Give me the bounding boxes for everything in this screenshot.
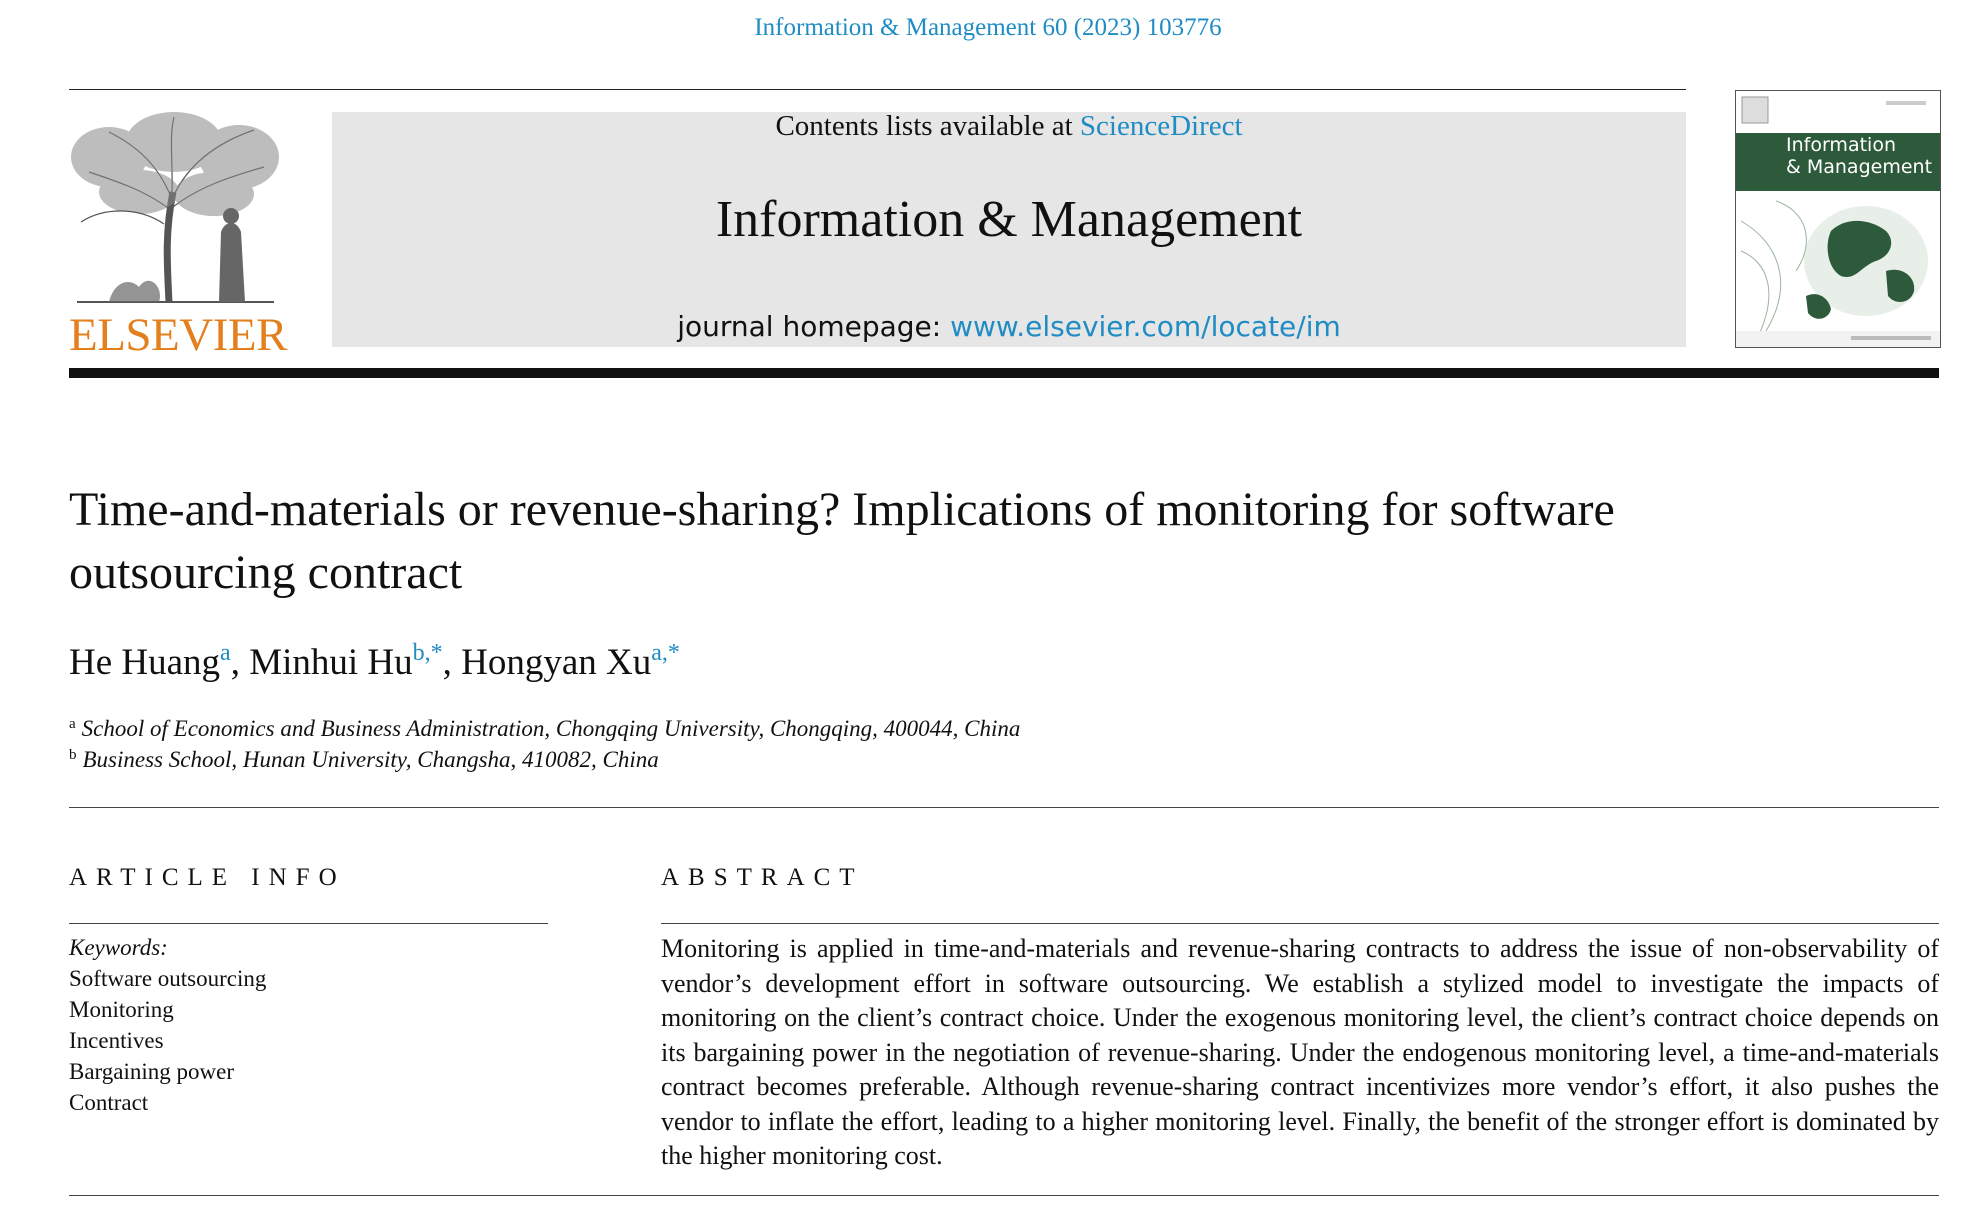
- author-name[interactable]: Minhui Hu: [249, 642, 413, 683]
- affiliation-label: a: [69, 716, 76, 732]
- abstract-rule: [661, 923, 1939, 924]
- keyword-item: Incentives: [69, 1028, 164, 1053]
- homepage-prefix: journal homepage:: [677, 310, 951, 343]
- article-title: Time-and-materials or revenue-sharing? Implications of monitoring for software outsourcing contract: [69, 483, 1615, 599]
- keyword-item: Bargaining power: [69, 1059, 235, 1084]
- article-info-rule: [69, 923, 548, 924]
- contents-line: [332, 110, 1686, 143]
- journal-title: Information & Management: [715, 191, 1303, 248]
- cover-title-line1: Information: [1786, 134, 1896, 156]
- journal-cover-thumbnail[interactable]: [1735, 90, 1941, 348]
- bottom-rule: [69, 1195, 1939, 1196]
- author-separator: ,: [230, 642, 250, 683]
- cover-title-line2: & Management: [1786, 156, 1933, 178]
- keywords-label: Keywords:: [69, 935, 168, 960]
- section-divider: [69, 807, 1939, 808]
- article-info-heading: ARTICLE INFO: [69, 864, 346, 891]
- keywords-list: [69, 932, 266, 1118]
- author-list: [69, 640, 680, 684]
- author-separator: ,: [442, 642, 462, 683]
- keyword-item: Contract: [69, 1090, 149, 1115]
- journal-homepage-link[interactable]: www.elsevier.com/locate/im: [950, 310, 1341, 343]
- homepage-line: [332, 310, 1686, 343]
- header-top-rule: [69, 89, 1686, 90]
- abstract-text: Monitoring is applied in time-and-materials and revenue-sharing contracts to address the issue of non-observability of vendor’s development effort in software outsourcing. We establish a stylized model to investigate the impacts of monitoring on the client’s contract choice. Under the exogenous monitoring level, the client’s contract choice depends on its bargaining power in the negotiation of revenue-sharing. Under the endogenous monitoring level, a time-and-materials contract becomes preferable. Although revenue-sharing contract incentivizes more vendor’s effort, it also pushes the vendor to inflate the effort, leading to a higher monitoring level. Finally, the benefit of the stronger effort is dominated by the higher monitoring cost.: [661, 934, 1939, 1170]
- affiliation-b: [69, 747, 659, 773]
- affiliation-text: School of Economics and Business Administration, Chongqing University, Chongqing, 400044, China: [81, 716, 1021, 741]
- contents-prefix: Contents lists available at: [775, 110, 1080, 142]
- author-name[interactable]: Hongyan Xu: [461, 642, 652, 683]
- author-affiliation-marker[interactable]: b,*: [412, 640, 443, 666]
- affiliation-text: Business School, Hunan University, Changsha, 410082, China: [82, 747, 659, 772]
- affiliation-a: [69, 716, 1020, 742]
- header-thick-rule: [69, 368, 1939, 378]
- cover-title: [1786, 134, 1940, 178]
- keyword-item: Monitoring: [69, 997, 174, 1022]
- sciencedirect-link[interactable]: ScienceDirect: [1079, 110, 1243, 142]
- author-affiliation-marker[interactable]: a: [220, 640, 231, 666]
- elsevier-wordmark: ELSEVIER: [69, 309, 287, 361]
- affiliation-label: b: [69, 747, 77, 763]
- journal-citation[interactable]: Information & Management 60 (2023) 103776: [754, 14, 1222, 41]
- author-affiliation-marker[interactable]: a,*: [651, 640, 680, 666]
- abstract-heading: ABSTRACT: [661, 864, 864, 891]
- author-name[interactable]: He Huang: [69, 642, 221, 683]
- keyword-item: Software outsourcing: [69, 966, 267, 991]
